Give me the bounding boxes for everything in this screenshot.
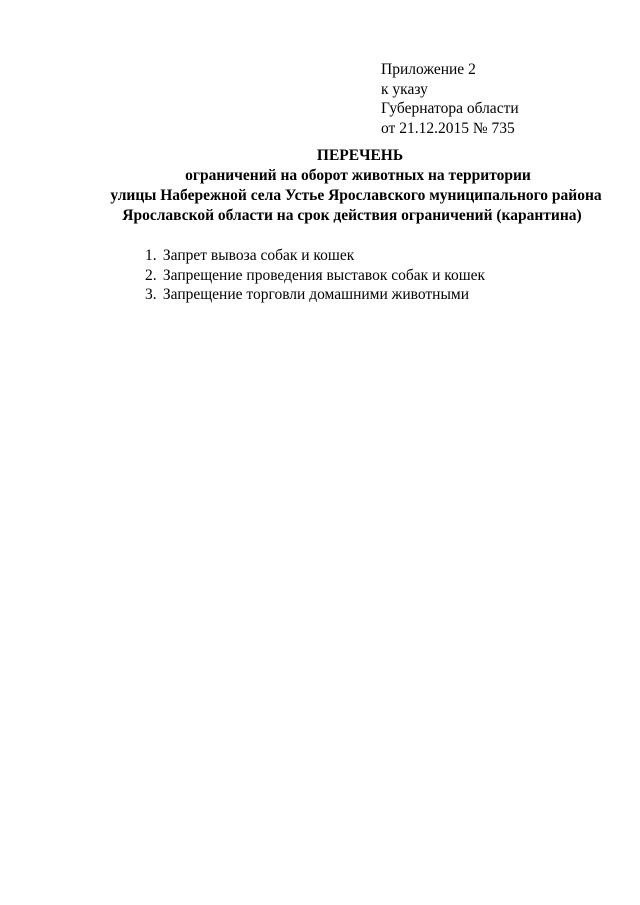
restrictions-list bbox=[145, 246, 485, 305]
list-item-number: 1. bbox=[145, 247, 157, 264]
appendix-block bbox=[381, 60, 519, 138]
list-item-text: Запрещение проведения выставок собак и кошек bbox=[162, 266, 486, 284]
document-heading bbox=[0, 146, 640, 226]
list-item-text: Запрещение торговли домашними животными bbox=[162, 286, 469, 304]
list-item-number: 3. bbox=[145, 286, 157, 304]
appendix-date-number: от 21.12.2015 № 735 bbox=[381, 119, 515, 137]
list-item bbox=[145, 285, 485, 305]
list-item-number: 2. bbox=[145, 266, 157, 284]
heading-line-2: улицы Набережной села Устье Ярославского муниципального района bbox=[110, 187, 602, 204]
appendix-reference: к указу bbox=[381, 80, 428, 98]
heading-line-3: Ярославской области на срок действия ограничений (карантина) bbox=[122, 207, 582, 224]
appendix-number: Приложение 2 bbox=[381, 61, 476, 78]
document-title: ПЕРЕЧЕНЬ bbox=[316, 147, 404, 164]
list-item-text: Запрет вывоза собак и кошек bbox=[162, 247, 355, 264]
heading-line-1: ограничений на оборот животных на территории bbox=[185, 167, 531, 184]
list-item bbox=[145, 246, 485, 266]
list-item bbox=[145, 266, 485, 286]
appendix-authority: Губернатора области bbox=[381, 100, 519, 118]
